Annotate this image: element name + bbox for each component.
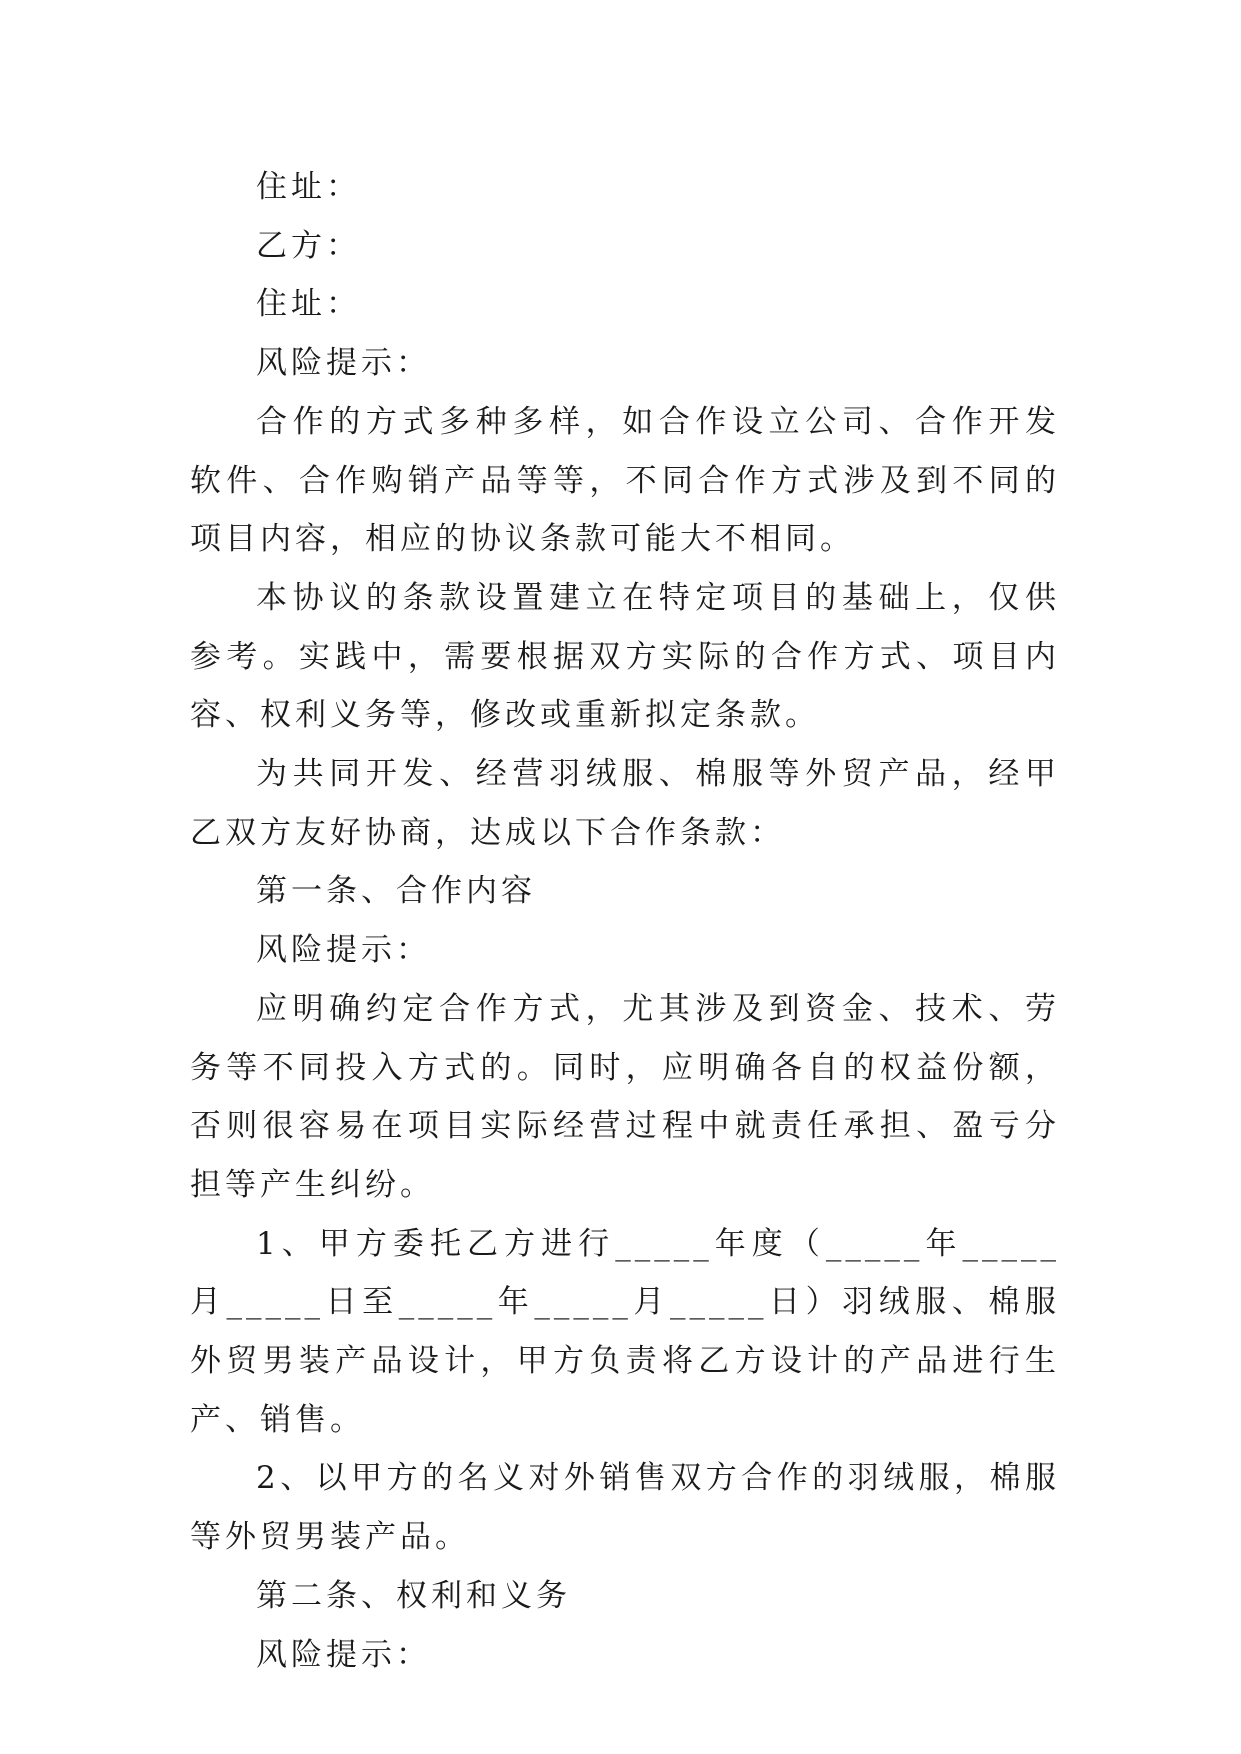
article-1-heading: 第一条、合作内容 xyxy=(256,873,536,910)
party-a-address-label: 住址： xyxy=(256,169,361,205)
party-b-address-label: 住址： xyxy=(256,286,361,323)
paragraph-agreement-intro: 为共同开发、经营羽绒服、棉服等外贸产品，经甲乙双方友好协商，达成以下合作条款： xyxy=(190,756,1060,851)
risk-notice-heading: 风险提示： xyxy=(256,345,431,382)
document-body xyxy=(190,158,1060,1684)
risk-notice-heading: 风险提示： xyxy=(256,932,431,969)
party-b-label: 乙方： xyxy=(256,227,361,264)
article-2-heading: 第二条、权利和义务 xyxy=(256,1577,571,1614)
paragraph-reference-only: 本协议的条款设置建立在特定项目的基础上，仅供参考。实践中，需要根据双方实际的合作方式、项目内容、权利义务等，修改或重新拟定条款。 xyxy=(190,579,1060,734)
clause-1-2: 2、以甲方的名义对外销售双方合作的羽绒服，棉服等外贸男装产品。 xyxy=(190,1460,1060,1556)
clause-1-1: 1、甲方委托乙方进行_____年度（_____年_____月_____日至_____年_____月_____日）羽绒服、棉服外贸男装产品设计，甲方负责将乙方设计的产品进行生产、销售。 xyxy=(190,1225,1060,1438)
paragraph-cooperation-method: 应明确约定合作方式，尤其涉及到资金、技术、劳务等不同投入方式的。同时，应明确各自的权益份额，否则很容易在项目实际经营过程中就责任承担、盈亏分担等产生纠纷。 xyxy=(190,990,1060,1203)
risk-notice-heading: 风险提示： xyxy=(256,1636,431,1673)
paragraph-cooperation-modes: 合作的方式多种多样，如合作设立公司、合作开发软件、合作购销产品等等，不同合作方式涉及到不同的项目内容，相应的协议条款可能大不相同。 xyxy=(190,403,1060,558)
